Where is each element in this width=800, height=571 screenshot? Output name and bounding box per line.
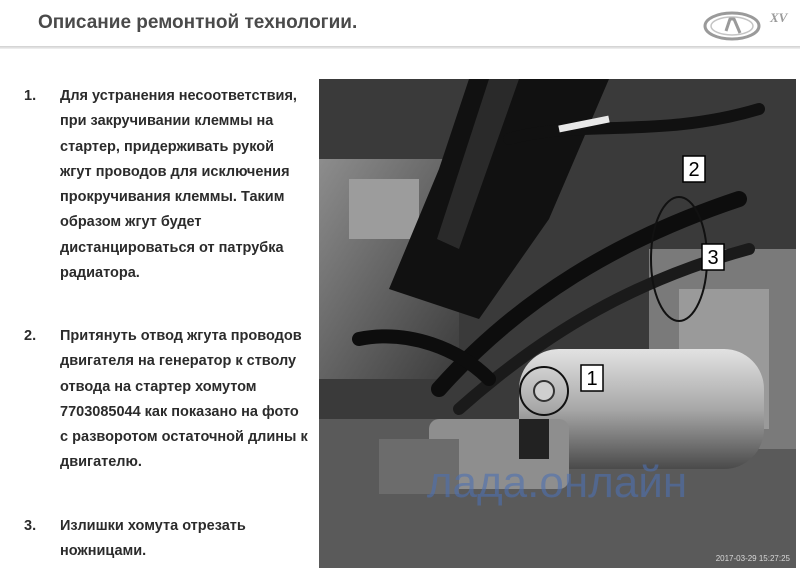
logo-badge: XV <box>770 10 788 25</box>
watermark: лада.онлайн <box>426 458 688 507</box>
title-divider <box>0 46 800 49</box>
callout-2: 2 <box>688 159 700 181</box>
step-number: 3. <box>24 518 37 534</box>
step-text: Притянуть отвод жгута проводов двигателя на генератор к стволу отвода на стартер хомутом 7703085044 как показано на фото с разворотом остаточной длины к двигателю. <box>60 328 308 471</box>
engine-photo <box>319 79 796 568</box>
step-number: 2. <box>24 328 37 344</box>
callout-1: 1 <box>586 368 598 390</box>
step-number: 1. <box>24 88 37 104</box>
page-title: Описание ремонтной технологии. <box>38 12 358 33</box>
step-text: Для устранения несоответствия, при закручивании клеммы на стартер, придерживать рукой жгут проводов для исключения прокручивания клеммы. Таким образом жгут будет дистанцироваться от патрубка радиатора. <box>60 88 297 282</box>
step-text: Излишки хомута отрезать ножницами. <box>60 518 246 560</box>
lada-logo <box>700 6 796 42</box>
callout-3: 3 <box>707 247 719 269</box>
photo-timestamp: 2017-03-29 15:27:25 <box>715 554 790 563</box>
